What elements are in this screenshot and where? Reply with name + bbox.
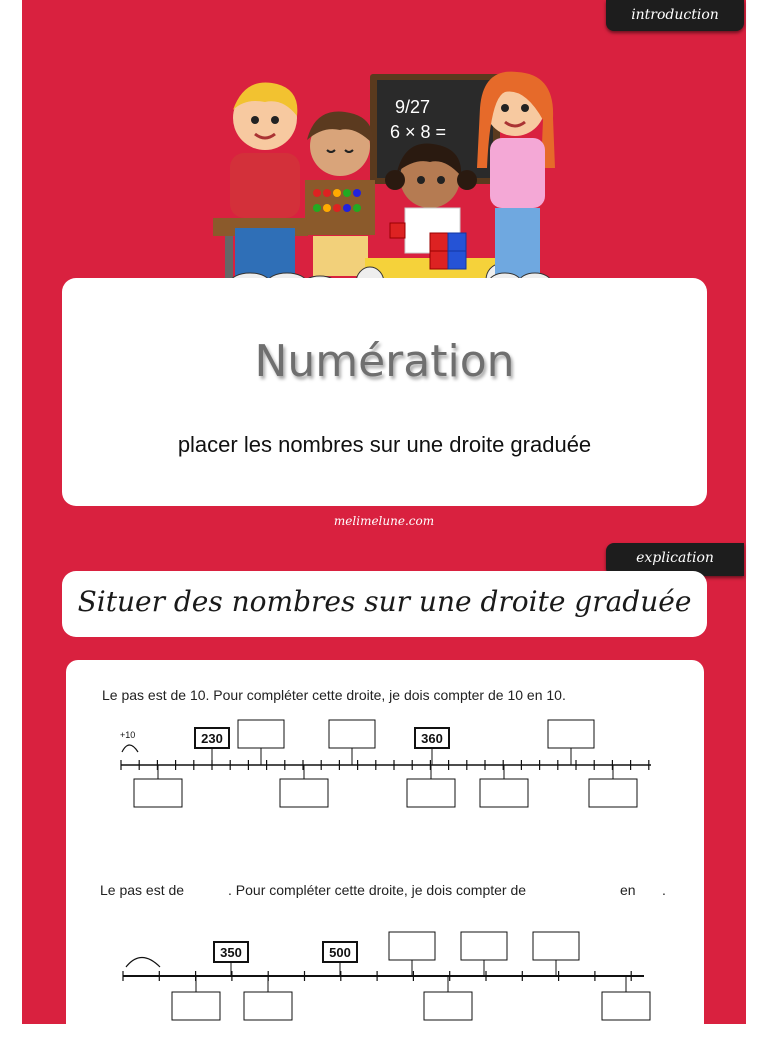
value-label: 230 — [201, 731, 223, 746]
empty-box — [424, 992, 472, 1020]
tab-introduction[interactable]: introduction — [606, 0, 744, 31]
section-title: Situer des nombres sur une droite graduée — [77, 585, 692, 618]
hop-arc — [122, 745, 138, 752]
exercise2-instruction-part1: Le pas est de — [100, 882, 185, 898]
value-label: 360 — [421, 731, 443, 746]
exercise2-instruction-part4: . — [662, 882, 666, 898]
empty-box — [329, 720, 375, 748]
number-line-1 — [66, 710, 704, 870]
site-watermark: melimelune.com — [333, 514, 435, 528]
exercise1-instruction: Le pas est de 10. Pour compléter cette droite, je dois compter de 10 en 10. — [102, 687, 566, 703]
empty-box — [134, 779, 182, 807]
title-card — [62, 278, 707, 506]
empty-box — [602, 992, 650, 1020]
page-title: Numération — [254, 336, 515, 387]
exercise2-instruction-part2: . Pour compléter cette droite, je dois compter de — [228, 882, 527, 898]
empty-box — [548, 720, 594, 748]
exercise-card — [66, 660, 704, 1040]
value-label: 350 — [220, 945, 242, 960]
children-illustration — [205, 68, 570, 308]
hop-label: +10 — [120, 730, 136, 740]
empty-box — [172, 992, 220, 1020]
empty-box — [407, 779, 455, 807]
chalkboard-line2: 6 × 8 = — [390, 122, 447, 142]
section-title-card — [62, 571, 707, 637]
empty-box — [461, 932, 507, 960]
empty-box — [244, 992, 292, 1020]
exercise2-instruction-part3: en — [620, 882, 636, 898]
empty-box — [480, 779, 528, 807]
empty-box — [238, 720, 284, 748]
value-label: 500 — [329, 945, 351, 960]
empty-box — [589, 779, 637, 807]
empty-box — [533, 932, 579, 960]
empty-box — [389, 932, 435, 960]
tab-explication[interactable]: explication — [606, 543, 744, 576]
page-subtitle: placer les nombres sur une droite graduée — [177, 432, 592, 457]
hop-arc — [126, 958, 160, 968]
chalkboard-line1: 9/27 — [395, 97, 431, 117]
number-line-2 — [66, 922, 704, 1042]
empty-box — [280, 779, 328, 807]
